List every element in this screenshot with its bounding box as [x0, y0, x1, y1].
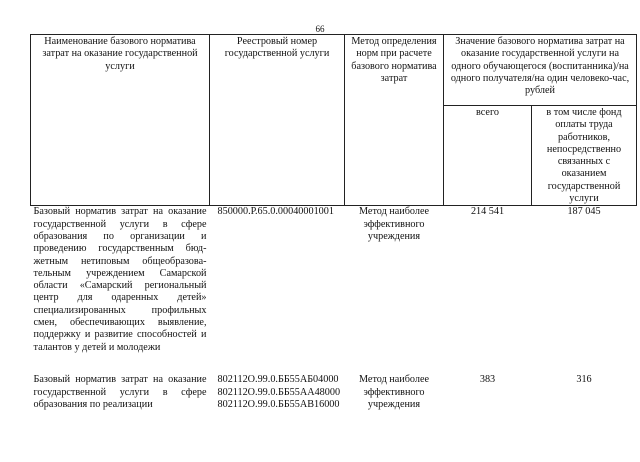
registry-code: 802112О.99.0.ББ55АБ04000: [217, 374, 339, 386]
header-registry-number: Реестровый номер государственной услуги: [210, 35, 345, 206]
header-method: Метод определения норм при расчете базового норматива затрат: [345, 35, 444, 206]
row-method: Метод наиболее эффективного учреждения: [359, 206, 429, 242]
header-total: всего: [444, 106, 532, 206]
row-wage-fund: 316: [576, 374, 592, 386]
row-method: Метод наиболее эффективного учреждения: [359, 374, 429, 410]
table-row: [31, 374, 637, 411]
registry-code: 802112О.99.0.ББ55АА48000: [217, 386, 341, 398]
row-name: Базовый норматив затрат на оказание государственной услуги в сфере образования по организации и проведению государственным бюд-жетным нетиповым общеобразова-тельным учреждением Самарской области «Самарский региональный центр для одаренных детей» специализированных профильных смен, обеспечивающих выявление, поддержку и развитие способностей и талантов у детей и молодежи: [33, 206, 207, 353]
registry-code: 850000.Р.65.0.00040001001: [217, 206, 334, 218]
header-wage-fund: в том числе фонд оплаты труда работников, непосредственно связанных с оказанием государственной услуги: [532, 106, 637, 206]
table-row: [31, 206, 637, 375]
header-name: Наименование базового норматива затрат на оказание государственной услуги: [31, 35, 210, 206]
row-wage-fund: 187 045: [567, 206, 601, 218]
row-registry-code: [210, 206, 345, 375]
row-total: 214 541: [470, 206, 505, 218]
cost-norm-table: [30, 34, 637, 411]
row-registry-code: [210, 374, 345, 411]
row-total: 383: [479, 374, 496, 386]
row-name: Базовый норматив затрат на оказание государственной услуги в сфере образования по реализации: [33, 374, 207, 410]
page-number: 66: [315, 24, 325, 34]
registry-code: 802112О.99.0.ББ55АВ16000: [217, 398, 340, 410]
header-norm-value: Значение базового норматива затрат на оказание государственной услуги на одного обучающегося (воспитанника)/на одного получателя/на один человеко-час, рублей: [444, 35, 637, 106]
